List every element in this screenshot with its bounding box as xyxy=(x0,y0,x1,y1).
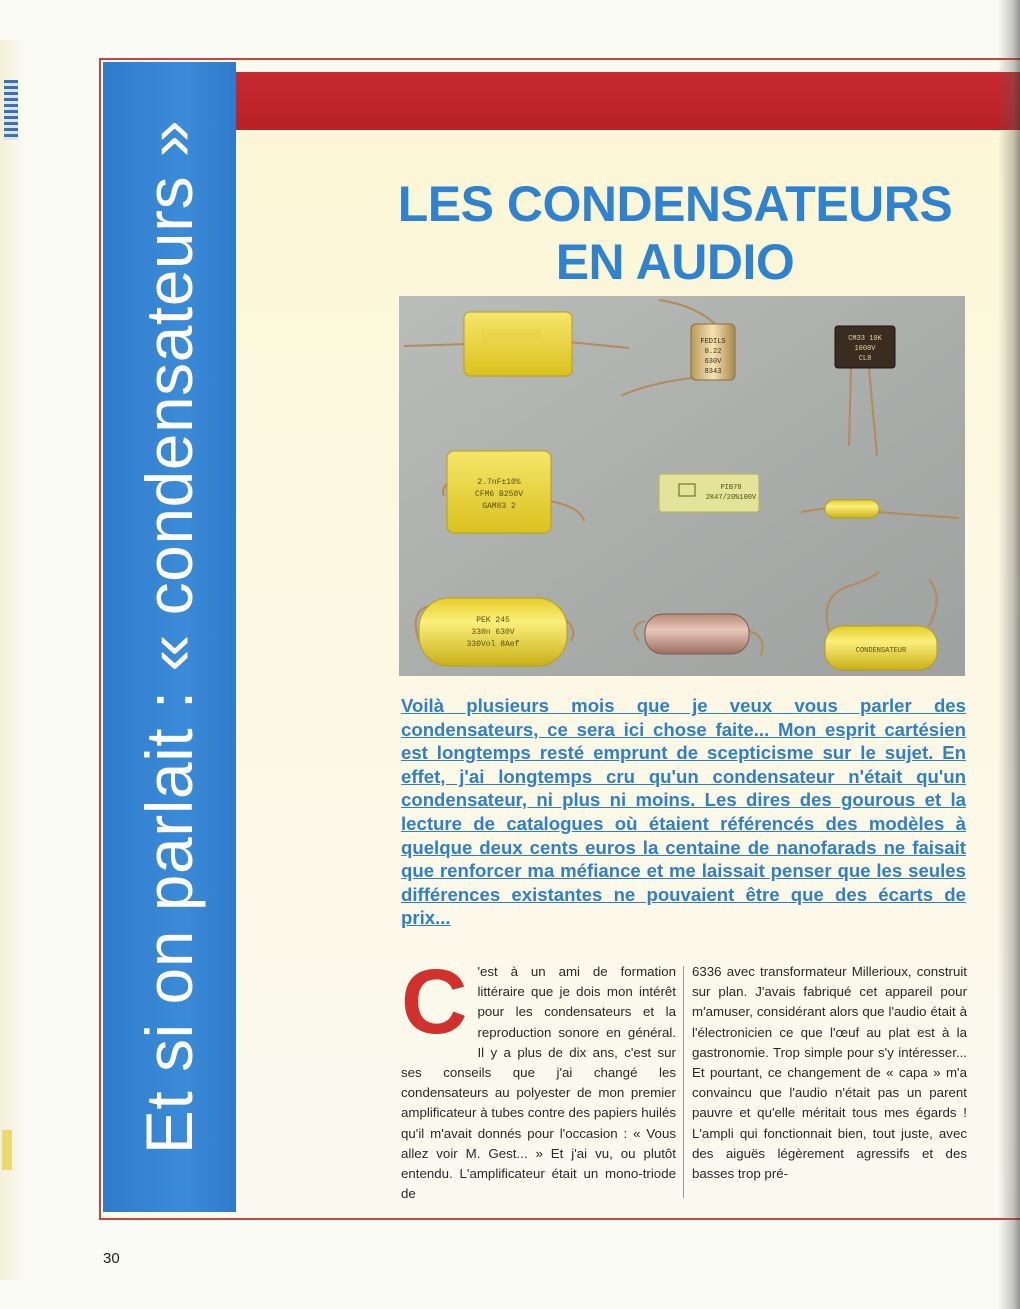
svg-text:PIB78: PIB78 xyxy=(720,484,742,492)
body-column-right xyxy=(692,962,967,1184)
svg-text:CFM6 B250V: CFM6 B250V xyxy=(474,490,524,499)
capacitor-5 xyxy=(659,474,759,512)
svg-text:630V: 630V xyxy=(704,358,722,366)
title-line-2: EN AUDIO xyxy=(555,234,795,290)
svg-text:8343: 8343 xyxy=(704,368,722,376)
page-title xyxy=(330,175,1020,291)
svg-text:1000V: 1000V xyxy=(854,345,876,353)
svg-text:0.22: 0.22 xyxy=(704,348,722,356)
body-column-right-text: 6336 avec transformateur Millerioux, construit sur plan. J'avais fabriqué cet appareil pour m'amuser, considérant alors que l'audio était à l'électronicien ce que l'œuf au plat est à la gastronomie. Trop simple pour s'y intéresser... Et pourtant, ce changement de « capa » m'a convaincu que l'audio n'était pas un parent pauvre et qu'elle méritait tous mes égards ! L'ampli qui fonctionnait bien, tout juste, avec des aiguës légèrement agressifs et des basses trop pré- xyxy=(692,964,967,1182)
capacitor-8 xyxy=(634,614,762,656)
binding-mark-yellow xyxy=(2,1130,12,1170)
side-title: Et si on parlait : « condensateurs » xyxy=(132,119,206,1155)
header-red-band xyxy=(236,72,1020,130)
capacitors-photo xyxy=(399,296,965,676)
svg-text:CONDENSATEUR: CONDENSATEUR xyxy=(855,647,907,655)
title-line-1: LES CONDENSATEURS xyxy=(397,176,953,232)
svg-text:330Vol 8Aef: 330Vol 8Aef xyxy=(466,640,520,649)
binding-mark xyxy=(4,80,18,140)
svg-text:330n 630V: 330n 630V xyxy=(471,628,515,637)
body-column-left-text: 'est à un ami de formation littéraire que je dois mon intérêt pour les condensateurs et la reproduction sonore en général. Il y a plus de dix ans, c'est sur ses conseils que j'ai changé les condensateurs au polyester de mon premier amplificateur à tubes contre des papiers huilés qu'il m'avait donnés pour l'occasion : « Vous allez voir M. Gest... » Et j'ai vu, ou plutôt entendu. L'amplificateur était un mono-triode de xyxy=(401,964,676,1202)
page-edge-right xyxy=(998,0,1020,1309)
svg-text:GAM83 2: GAM83 2 xyxy=(482,502,516,511)
svg-text:CL8: CL8 xyxy=(858,355,872,363)
svg-text:FEDILS: FEDILS xyxy=(700,338,726,346)
capacitor-7 xyxy=(416,598,574,666)
body-column-left xyxy=(401,951,676,1204)
svg-text:2K47/20%100V: 2K47/20%100V xyxy=(705,494,757,502)
svg-text:PEK 245: PEK 245 xyxy=(476,616,510,625)
svg-text:2.7nF±10%: 2.7nF±10% xyxy=(477,478,521,487)
intro-paragraph: Voilà plusieurs mois que je veux vous parler des condensateurs, ce sera ici chose faite... Mon esprit cartésien est longtemps resté emprunt de scepticisme sur le sujet. En effet, j'ai longtemps cru qu'un condensateur n'était qu'un condensateur, ni plus ni moins. Les dires des gourous et la lecture de catalogues où étaient référencés des modèles à quelque deux cents euros la centaine de nanofarads ne faisait que renforcer ma méfiance et me laissait penser que les seules différences existantes ne pouvaient être que des écarts de prix... xyxy=(401,695,966,929)
dropcap: C xyxy=(401,951,468,1053)
page-number: 30 xyxy=(103,1250,120,1267)
column-divider xyxy=(683,966,684,1198)
page-edge-left xyxy=(0,40,26,1280)
svg-text:CM33 10K: CM33 10K xyxy=(848,335,882,343)
